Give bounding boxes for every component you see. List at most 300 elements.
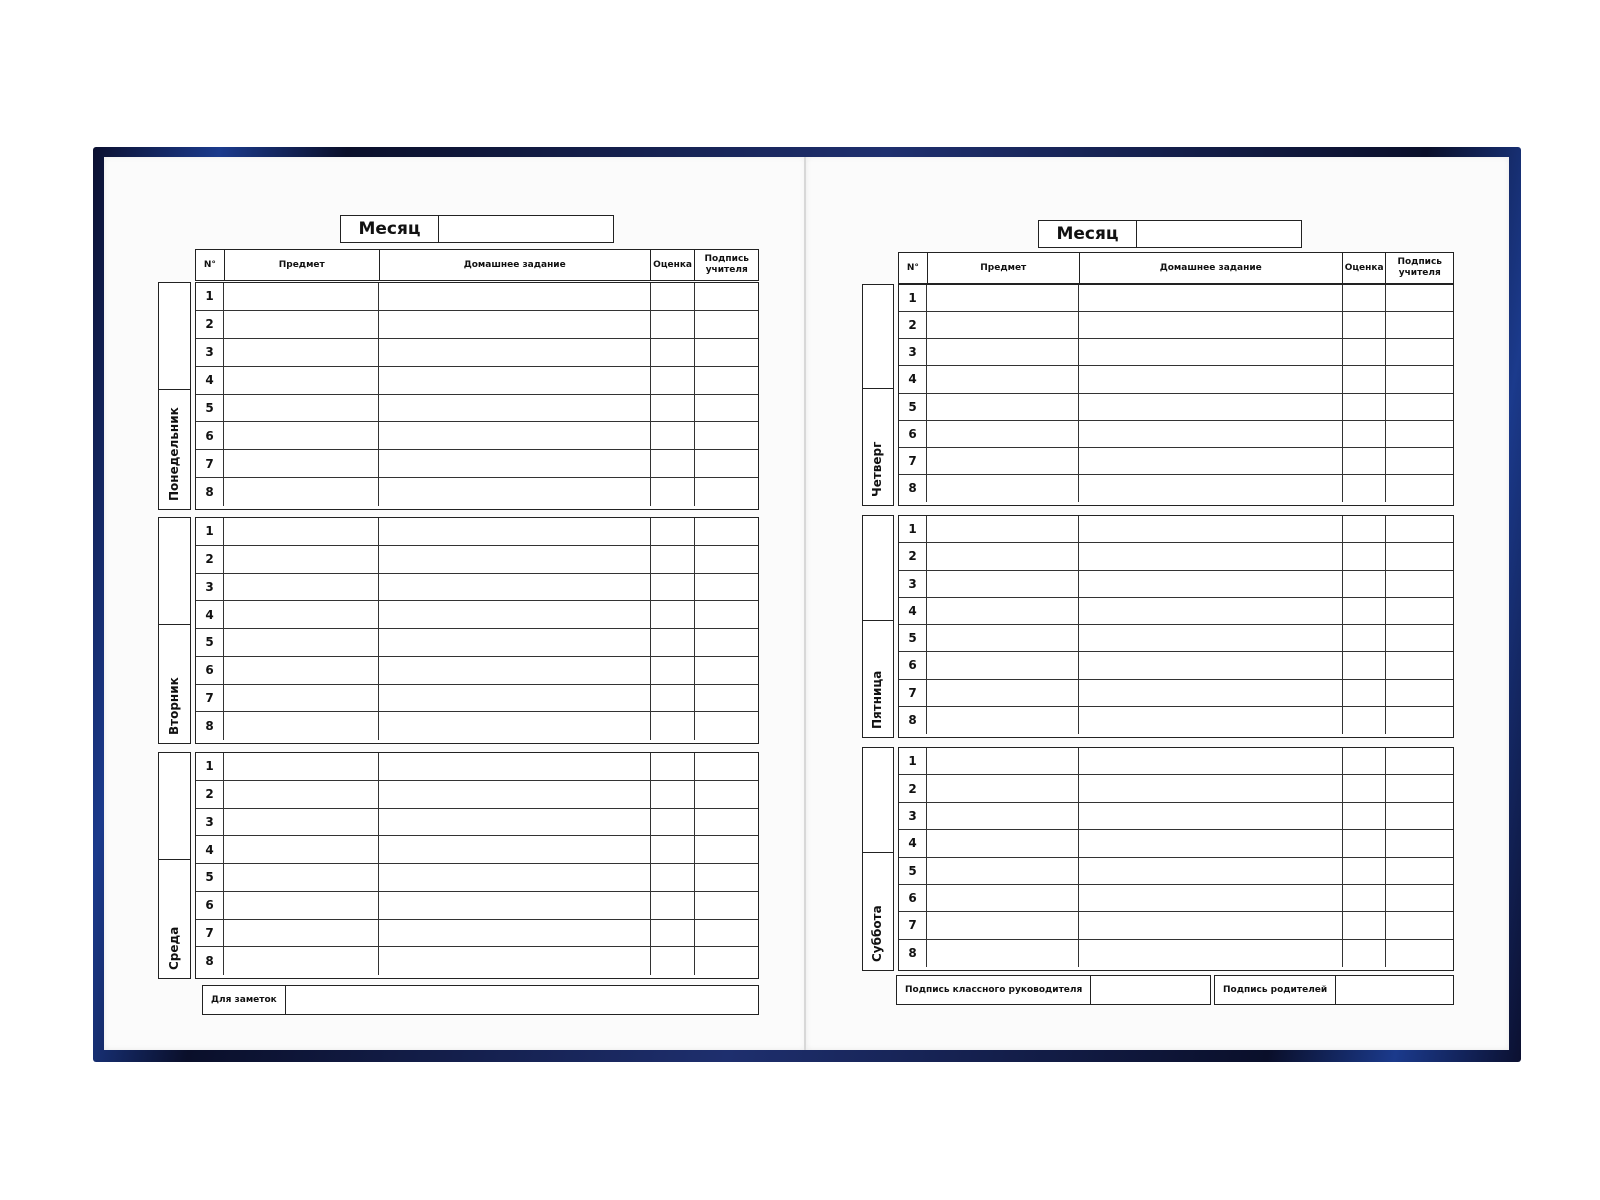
subject-cell[interactable] xyxy=(927,885,1079,911)
subject-cell[interactable] xyxy=(224,601,379,628)
subject-cell[interactable] xyxy=(224,629,379,656)
homework-cell[interactable] xyxy=(1079,940,1343,967)
lesson-number: 4 xyxy=(899,830,927,856)
teacher-signature-cell[interactable] xyxy=(1386,858,1453,884)
grade-cell[interactable] xyxy=(651,864,695,891)
teacher-signature-cell[interactable] xyxy=(695,395,758,422)
teacher-signature-cell[interactable] xyxy=(695,753,758,780)
teacher-signature-cell[interactable] xyxy=(695,518,758,545)
subject-cell[interactable] xyxy=(927,475,1079,502)
homework-cell[interactable] xyxy=(379,518,651,545)
notes-box xyxy=(202,985,759,1015)
homework-cell[interactable] xyxy=(1079,543,1343,569)
left-table-header xyxy=(195,249,759,281)
homework-cell[interactable] xyxy=(1079,366,1343,392)
teacher-signature-cell[interactable] xyxy=(1386,830,1453,856)
subject-cell[interactable] xyxy=(224,781,379,808)
lesson-row xyxy=(196,574,758,602)
lesson-number: 3 xyxy=(196,809,224,836)
teacher-signature-cell[interactable] xyxy=(1386,339,1453,365)
homework-cell[interactable] xyxy=(1079,312,1343,338)
subject-cell[interactable] xyxy=(927,940,1079,967)
month-input[interactable] xyxy=(1137,221,1301,247)
day-tab xyxy=(158,517,191,744)
lesson-row xyxy=(196,629,758,657)
lesson-number: 4 xyxy=(899,366,927,392)
grade-cell[interactable] xyxy=(651,311,695,338)
subject-cell[interactable] xyxy=(927,366,1079,392)
homework-cell[interactable] xyxy=(379,753,651,780)
teacher-signature-cell[interactable] xyxy=(1386,748,1453,774)
lesson-number: 6 xyxy=(196,422,224,449)
lesson-row xyxy=(196,836,758,864)
header-subject: Предмет xyxy=(928,253,1080,283)
grade-cell[interactable] xyxy=(1343,885,1386,911)
subject-cell[interactable] xyxy=(927,912,1079,938)
lesson-row xyxy=(899,858,1453,885)
grade-cell[interactable] xyxy=(651,657,695,684)
teacher-signature-cell[interactable] xyxy=(1386,475,1453,502)
homework-cell[interactable] xyxy=(379,478,651,506)
subject-cell[interactable] xyxy=(927,448,1079,474)
lesson-number: 5 xyxy=(899,625,927,651)
lesson-row xyxy=(196,920,758,948)
grade-cell[interactable] xyxy=(651,947,695,975)
homework-cell[interactable] xyxy=(1079,571,1343,597)
grade-cell[interactable] xyxy=(651,712,695,740)
subject-cell[interactable] xyxy=(927,516,1079,542)
teacher-signature-cell[interactable] xyxy=(1386,571,1453,597)
lesson-number: 4 xyxy=(196,836,224,863)
grade-cell[interactable] xyxy=(1343,858,1386,884)
homework-cell[interactable] xyxy=(1079,775,1343,801)
grade-cell[interactable] xyxy=(1343,680,1386,706)
homework-cell[interactable] xyxy=(379,601,651,628)
teacher-signature-cell[interactable] xyxy=(1386,912,1453,938)
teacher-signature-cell[interactable] xyxy=(1386,366,1453,392)
lesson-number: 7 xyxy=(196,450,224,477)
teacher-signature-cell[interactable] xyxy=(695,629,758,656)
teacher-signature-cell[interactable] xyxy=(1386,421,1453,447)
lesson-number: 5 xyxy=(899,858,927,884)
grade-cell[interactable] xyxy=(651,753,695,780)
lesson-row xyxy=(196,864,758,892)
grade-cell[interactable] xyxy=(651,685,695,712)
teacher-signature-cell[interactable] xyxy=(1386,707,1453,734)
homework-cell[interactable] xyxy=(1079,421,1343,447)
homework-cell[interactable] xyxy=(1079,475,1343,502)
teacher-signature-cell[interactable] xyxy=(1386,803,1453,829)
teacher-signature-cell[interactable] xyxy=(695,422,758,449)
teacher-signature-cell[interactable] xyxy=(1386,543,1453,569)
lesson-row xyxy=(196,283,758,311)
day-name: Суббота xyxy=(870,905,884,962)
grade-cell[interactable] xyxy=(651,367,695,394)
lesson-number: 1 xyxy=(196,283,224,310)
lesson-row xyxy=(899,803,1453,830)
grade-cell[interactable] xyxy=(1343,912,1386,938)
lesson-number: 1 xyxy=(899,748,927,774)
subject-cell[interactable] xyxy=(224,518,379,545)
grade-cell[interactable] xyxy=(1343,571,1386,597)
homework-cell[interactable] xyxy=(379,629,651,656)
lesson-number: 4 xyxy=(899,598,927,624)
lesson-row xyxy=(196,685,758,713)
subject-cell[interactable] xyxy=(224,311,379,338)
grade-cell[interactable] xyxy=(1343,803,1386,829)
grade-cell[interactable] xyxy=(651,781,695,808)
grade-cell[interactable] xyxy=(651,422,695,449)
subject-cell[interactable] xyxy=(224,920,379,947)
grade-cell[interactable] xyxy=(651,892,695,919)
subject-cell[interactable] xyxy=(224,809,379,836)
lesson-grid xyxy=(195,282,759,510)
lesson-row xyxy=(196,422,758,450)
grade-cell[interactable] xyxy=(1343,285,1386,311)
subject-cell[interactable] xyxy=(224,753,379,780)
subject-cell[interactable] xyxy=(927,680,1079,706)
lesson-number: 3 xyxy=(899,339,927,365)
teacher-signature-cell[interactable] xyxy=(1386,312,1453,338)
teacher-signature-cell[interactable] xyxy=(695,311,758,338)
lesson-number: 1 xyxy=(899,285,927,311)
homework-cell[interactable] xyxy=(379,311,651,338)
lesson-number: 2 xyxy=(899,312,927,338)
lesson-number: 6 xyxy=(899,421,927,447)
subject-cell[interactable] xyxy=(927,748,1079,774)
grade-cell[interactable] xyxy=(1343,543,1386,569)
grade-cell[interactable] xyxy=(651,395,695,422)
subject-cell[interactable] xyxy=(224,395,379,422)
teacher-signature-cell[interactable] xyxy=(695,809,758,836)
lesson-row xyxy=(196,395,758,423)
lesson-row xyxy=(899,543,1453,570)
teacher-signature-cell[interactable] xyxy=(695,478,758,506)
header-grade: Оценка xyxy=(1343,253,1387,283)
grade-cell[interactable] xyxy=(651,546,695,573)
grade-cell[interactable] xyxy=(1343,366,1386,392)
grade-cell[interactable] xyxy=(1343,707,1386,734)
lesson-row xyxy=(196,809,758,837)
lesson-row xyxy=(196,450,758,478)
grade-cell[interactable] xyxy=(651,283,695,310)
lesson-number: 2 xyxy=(196,311,224,338)
homework-cell[interactable] xyxy=(1079,285,1343,311)
day-tab xyxy=(862,284,894,506)
lesson-row xyxy=(899,748,1453,775)
teacher-signature-cell[interactable] xyxy=(1386,625,1453,651)
homework-cell[interactable] xyxy=(379,657,651,684)
class-teacher-signature-box xyxy=(896,975,1211,1005)
lesson-row xyxy=(899,775,1453,802)
teacher-signature-cell[interactable] xyxy=(695,920,758,947)
lesson-number: 1 xyxy=(196,518,224,545)
subject-cell[interactable] xyxy=(927,421,1079,447)
subject-cell[interactable] xyxy=(224,836,379,863)
lesson-row xyxy=(196,753,758,781)
grade-cell[interactable] xyxy=(651,339,695,366)
grade-cell[interactable] xyxy=(651,836,695,863)
day-tab-divider xyxy=(159,389,190,390)
subject-cell[interactable] xyxy=(224,546,379,573)
subject-cell[interactable] xyxy=(927,707,1079,734)
lesson-number: 4 xyxy=(196,601,224,628)
grade-cell[interactable] xyxy=(1343,421,1386,447)
lesson-row xyxy=(196,311,758,339)
homework-cell[interactable] xyxy=(379,781,651,808)
homework-cell[interactable] xyxy=(379,920,651,947)
subject-cell[interactable] xyxy=(927,339,1079,365)
teacher-signature-cell[interactable] xyxy=(695,283,758,310)
teacher-signature-cell[interactable] xyxy=(695,339,758,366)
homework-cell[interactable] xyxy=(1079,339,1343,365)
grade-cell[interactable] xyxy=(1343,830,1386,856)
grade-cell[interactable] xyxy=(1343,652,1386,678)
grade-cell[interactable] xyxy=(1343,448,1386,474)
day-tab-divider xyxy=(863,852,893,853)
lesson-row xyxy=(196,657,758,685)
lesson-row xyxy=(899,912,1453,939)
subject-cell[interactable] xyxy=(927,285,1079,311)
homework-cell[interactable] xyxy=(1079,516,1343,542)
day-name: Понедельник xyxy=(166,407,181,501)
right-month-box xyxy=(1038,220,1302,248)
teacher-signature-cell[interactable] xyxy=(1386,285,1453,311)
teacher-signature-cell[interactable] xyxy=(695,574,758,601)
grade-cell[interactable] xyxy=(1343,516,1386,542)
homework-cell[interactable] xyxy=(1079,803,1343,829)
homework-cell[interactable] xyxy=(1079,448,1343,474)
day-tab xyxy=(862,747,894,971)
header-subject: Предмет xyxy=(225,250,380,280)
day-name: Четверг xyxy=(870,441,884,497)
homework-cell[interactable] xyxy=(1079,912,1343,938)
lesson-number: 7 xyxy=(899,912,927,938)
header-number: N° xyxy=(196,250,225,280)
grade-cell[interactable] xyxy=(1343,625,1386,651)
grade-cell[interactable] xyxy=(651,450,695,477)
teacher-signature-cell[interactable] xyxy=(695,712,758,740)
homework-cell[interactable] xyxy=(1079,625,1343,651)
homework-cell[interactable] xyxy=(1079,707,1343,734)
teacher-signature-cell[interactable] xyxy=(695,685,758,712)
lesson-number: 8 xyxy=(196,947,224,975)
subject-cell[interactable] xyxy=(927,652,1079,678)
lesson-row xyxy=(196,546,758,574)
teacher-signature-cell[interactable] xyxy=(695,546,758,573)
lesson-number: 6 xyxy=(196,657,224,684)
teacher-signature-cell[interactable] xyxy=(695,450,758,477)
subject-cell[interactable] xyxy=(224,367,379,394)
teacher-signature-cell[interactable] xyxy=(1386,394,1453,420)
lesson-row xyxy=(196,367,758,395)
subject-cell[interactable] xyxy=(224,283,379,310)
month-input[interactable] xyxy=(439,216,613,242)
lesson-row xyxy=(196,712,758,740)
day-tab-divider xyxy=(863,620,893,621)
homework-cell[interactable] xyxy=(379,367,651,394)
class-teacher-signature-input[interactable] xyxy=(1091,976,1210,1004)
teacher-signature-cell[interactable] xyxy=(695,601,758,628)
lesson-number: 4 xyxy=(196,367,224,394)
homework-cell[interactable] xyxy=(1079,858,1343,884)
teacher-signature-cell[interactable] xyxy=(695,781,758,808)
subject-cell[interactable] xyxy=(224,864,379,891)
lesson-row xyxy=(899,571,1453,598)
homework-cell[interactable] xyxy=(1079,394,1343,420)
grade-cell[interactable] xyxy=(1343,748,1386,774)
parents-signature-input[interactable] xyxy=(1336,976,1453,1004)
day-tab-divider xyxy=(863,388,893,389)
homework-cell[interactable] xyxy=(379,809,651,836)
homework-cell[interactable] xyxy=(1079,830,1343,856)
homework-cell[interactable] xyxy=(379,712,651,740)
subject-cell[interactable] xyxy=(224,947,379,975)
homework-cell[interactable] xyxy=(1079,598,1343,624)
lesson-row xyxy=(899,707,1453,734)
teacher-signature-cell[interactable] xyxy=(1386,598,1453,624)
subject-cell[interactable] xyxy=(224,892,379,919)
subject-cell[interactable] xyxy=(927,775,1079,801)
subject-cell[interactable] xyxy=(224,422,379,449)
subject-cell[interactable] xyxy=(927,625,1079,651)
teacher-signature-cell[interactable] xyxy=(1386,940,1453,967)
subject-cell[interactable] xyxy=(224,657,379,684)
homework-cell[interactable] xyxy=(379,339,651,366)
subject-cell[interactable] xyxy=(224,478,379,506)
subject-cell[interactable] xyxy=(927,571,1079,597)
lesson-row xyxy=(196,601,758,629)
lesson-number: 3 xyxy=(899,571,927,597)
teacher-signature-cell[interactable] xyxy=(695,892,758,919)
teacher-signature-cell[interactable] xyxy=(1386,448,1453,474)
month-label: Месяц xyxy=(341,216,439,242)
teacher-signature-cell[interactable] xyxy=(1386,885,1453,911)
homework-cell[interactable] xyxy=(379,836,651,863)
grade-cell[interactable] xyxy=(651,809,695,836)
lesson-row xyxy=(899,940,1453,967)
subject-cell[interactable] xyxy=(927,598,1079,624)
grade-cell[interactable] xyxy=(1343,394,1386,420)
lesson-row xyxy=(899,421,1453,448)
lesson-row xyxy=(196,518,758,546)
grade-cell[interactable] xyxy=(651,518,695,545)
homework-cell[interactable] xyxy=(379,546,651,573)
teacher-signature-cell[interactable] xyxy=(1386,652,1453,678)
lesson-grid xyxy=(898,747,1454,971)
month-label: Месяц xyxy=(1039,221,1137,247)
homework-cell[interactable] xyxy=(379,947,651,975)
lesson-number: 2 xyxy=(196,781,224,808)
grade-cell[interactable] xyxy=(1343,775,1386,801)
grade-cell[interactable] xyxy=(1343,339,1386,365)
lesson-number: 7 xyxy=(196,685,224,712)
homework-cell[interactable] xyxy=(379,395,651,422)
teacher-signature-cell[interactable] xyxy=(1386,680,1453,706)
teacher-signature-cell[interactable] xyxy=(695,947,758,975)
subject-cell[interactable] xyxy=(224,574,379,601)
lesson-number: 7 xyxy=(899,448,927,474)
subject-cell[interactable] xyxy=(224,685,379,712)
homework-cell[interactable] xyxy=(379,864,651,891)
grade-cell[interactable] xyxy=(1343,475,1386,502)
lesson-number: 5 xyxy=(196,864,224,891)
subject-cell[interactable] xyxy=(927,803,1079,829)
notes-input[interactable] xyxy=(286,986,758,1014)
homework-cell[interactable] xyxy=(379,450,651,477)
subject-cell[interactable] xyxy=(224,339,379,366)
lesson-number: 6 xyxy=(899,885,927,911)
notes-label: Для заметок xyxy=(203,986,286,1014)
lesson-number: 6 xyxy=(899,652,927,678)
lesson-row xyxy=(899,652,1453,679)
lesson-number: 5 xyxy=(196,395,224,422)
day-tab-divider xyxy=(159,624,190,625)
lesson-number: 8 xyxy=(899,707,927,734)
grade-cell[interactable] xyxy=(651,920,695,947)
lesson-grid xyxy=(898,515,1454,738)
grade-cell[interactable] xyxy=(1343,598,1386,624)
subject-cell[interactable] xyxy=(224,450,379,477)
teacher-signature-cell[interactable] xyxy=(1386,516,1453,542)
grade-cell[interactable] xyxy=(651,574,695,601)
grade-cell[interactable] xyxy=(651,478,695,506)
header-number: N° xyxy=(899,253,928,283)
teacher-signature-cell[interactable] xyxy=(695,367,758,394)
subject-cell[interactable] xyxy=(927,543,1079,569)
teacher-signature-cell[interactable] xyxy=(1386,775,1453,801)
homework-cell[interactable] xyxy=(379,283,651,310)
homework-cell[interactable] xyxy=(379,422,651,449)
homework-cell[interactable] xyxy=(1079,885,1343,911)
day-tab xyxy=(862,515,894,738)
teacher-signature-cell[interactable] xyxy=(695,864,758,891)
lesson-row xyxy=(899,285,1453,312)
homework-cell[interactable] xyxy=(1079,680,1343,706)
homework-cell[interactable] xyxy=(379,685,651,712)
lesson-number: 8 xyxy=(196,712,224,740)
teacher-signature-cell[interactable] xyxy=(695,836,758,863)
left-month-box xyxy=(340,215,614,243)
lesson-number: 5 xyxy=(196,629,224,656)
subject-cell[interactable] xyxy=(927,830,1079,856)
subject-cell[interactable] xyxy=(927,394,1079,420)
homework-cell[interactable] xyxy=(1079,652,1343,678)
lesson-row xyxy=(899,680,1453,707)
grade-cell[interactable] xyxy=(651,629,695,656)
lesson-row xyxy=(899,885,1453,912)
header-teacher-signature: Подпись учителя xyxy=(704,254,749,275)
lesson-row xyxy=(899,516,1453,543)
lesson-number: 6 xyxy=(196,892,224,919)
lesson-row xyxy=(196,339,758,367)
subject-cell[interactable] xyxy=(927,858,1079,884)
grade-cell[interactable] xyxy=(651,601,695,628)
day-name: Среда xyxy=(166,926,181,970)
lesson-row xyxy=(899,339,1453,366)
grade-cell[interactable] xyxy=(1343,940,1386,967)
day-tab xyxy=(158,282,191,510)
homework-cell[interactable] xyxy=(379,892,651,919)
teacher-signature-cell[interactable] xyxy=(695,657,758,684)
subject-cell[interactable] xyxy=(224,712,379,740)
lesson-number: 2 xyxy=(196,546,224,573)
grade-cell[interactable] xyxy=(1343,312,1386,338)
homework-cell[interactable] xyxy=(379,574,651,601)
subject-cell[interactable] xyxy=(927,312,1079,338)
lesson-number: 2 xyxy=(899,543,927,569)
homework-cell[interactable] xyxy=(1079,748,1343,774)
